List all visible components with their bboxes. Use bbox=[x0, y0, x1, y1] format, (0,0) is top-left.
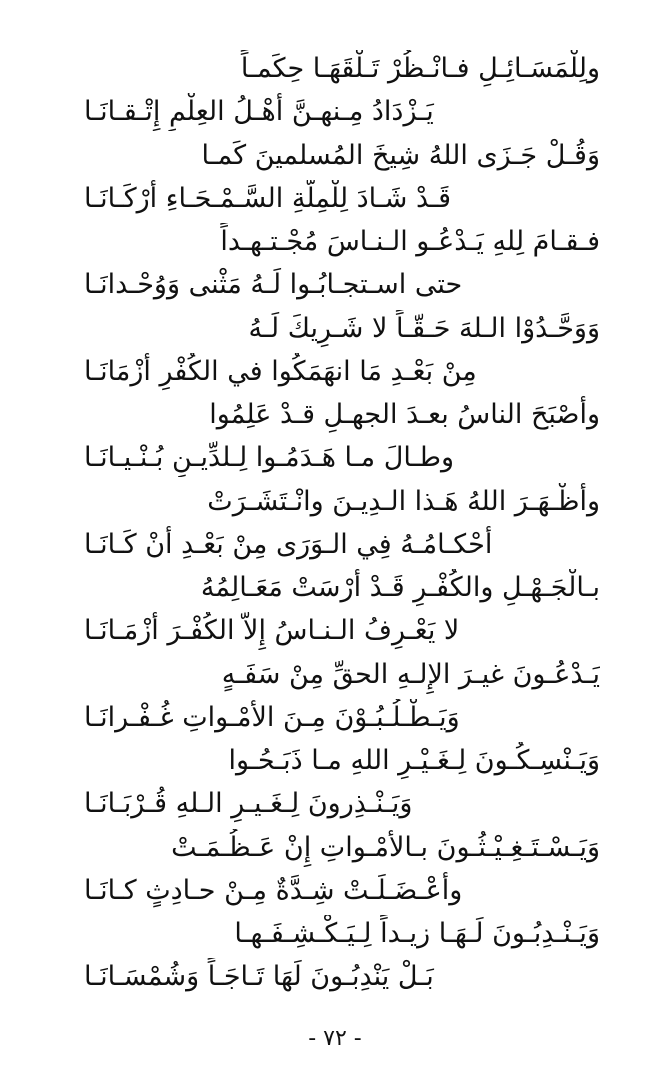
poem bbox=[84, 48, 600, 1000]
verse-first-hemistich: وأَصْبَحَ الناسُ بعـدَ الجهـلِ قـدْ عَلِمُوا bbox=[209, 399, 600, 430]
verse-second-hemistich bbox=[84, 180, 600, 218]
verse-second-text: وطـالَ مـا هَـدَمُـوا لِـلدِّيـنِ بُـنْـيـانَـا bbox=[84, 442, 454, 473]
verse-first-hemistich: وأظْـهَـرَ اللهُ هَـذا الـدِيـنَ وانْـتَشَـرَتْ bbox=[207, 485, 600, 517]
verse-second-text: بَـلْ يَنْدِبُـونَ لَهَا تَـاجَـاً وَشُمْسَـانَـا bbox=[84, 961, 434, 992]
verse bbox=[84, 913, 600, 1000]
verse bbox=[84, 394, 600, 481]
verse-first-hemistich: يَـدْعُـونَ غيـرَ الإِلـهِ الحقِّ مِنْ سَفَـهٍ bbox=[221, 658, 600, 690]
verse bbox=[84, 48, 600, 135]
verse-first-hemistich: وَيَـسْـتَـغِـيْـثُـونَ بـالأَمْـواتِ إِنْ عَـظُـمَـتْ bbox=[171, 831, 600, 863]
page-number: - ٧٢ - bbox=[308, 1026, 362, 1051]
verse-second-hemistich bbox=[84, 266, 600, 304]
verse-second-hemistich bbox=[84, 93, 600, 131]
verse-first-hemistich: وَيَـنْـدِبُـونَ لَـهَـا زيـداً لِـيَـكْـشِـفَـهـا bbox=[234, 918, 600, 949]
verse bbox=[84, 654, 600, 741]
verse-second-text: وَيَـنْـذِرونَ لِـغَـيـرِ الـلهِ قُـرْبَـانَـا bbox=[84, 788, 413, 819]
verse-second-hemistich bbox=[84, 353, 600, 391]
verse-second-hemistich bbox=[84, 958, 600, 996]
verse-first-hemistich: وَيَـنْسِـكُـونَ لِـغَـيْـرِ اللهِ مـا ذَبَـحُـوا bbox=[228, 745, 600, 776]
verse-first-hemistich: وَوَحَّـدُوْا الـلهَ حَـقّـاً لا شَـرِيكَ لَـهُ bbox=[248, 312, 600, 344]
verse-first-hemistich: وَقُـلْ جَـزَى اللهُ شِيخَ المُسلمينَ كَمـا bbox=[201, 139, 600, 171]
verse bbox=[84, 308, 600, 395]
verse-second-text: أَحْكـامُـهُ فِي الـوَرَى مِنْ بَعْـدِ أَنْ كَـانَـا bbox=[84, 528, 493, 560]
verse bbox=[84, 740, 600, 827]
verse-second-text: قَـدْ شَـادَ لِلْمِلَّةِ السَّـمْـحَـاءِ أَرْكَـانَـا bbox=[84, 182, 451, 214]
verse-first-hemistich: ولِلْمَسَـائِـلِ فـانْـظُرْ تَـلْقَهَـا حِكَمـاً bbox=[240, 53, 600, 84]
verse-second-text: لا يَعْـرِفُ الـنـاسُ إِلاَّ الكُفْـرَ أَزْمَـانَـا bbox=[84, 615, 460, 646]
verse-second-text: وَيَـطْـلُـبُـوْنَ مِـنَ الأَمْـواتِ غُـفْـرانَـا bbox=[84, 701, 460, 733]
verse-first-hemistich: بـالْجَـهْـلِ والكُفْـرِ قَـدْ أَرْسَتْ مَعَـالِمُهُ bbox=[200, 572, 600, 603]
verse-second-text: وأَعْـضَـلَـتْ شِـدَّةٌ مِـنْ حـادِثٍ كـانَـا bbox=[84, 874, 463, 906]
verse bbox=[84, 567, 600, 654]
verse bbox=[84, 135, 600, 222]
verse-second-text: مِنْ بَعْـدِ مَا انهَمَكُوا في الكُفْرِ أَزْمَانَـا bbox=[84, 355, 477, 387]
verse-second-hemistich bbox=[84, 612, 600, 650]
verse-second-hemistich bbox=[84, 526, 600, 564]
verse bbox=[84, 481, 600, 568]
verse-second-hemistich bbox=[84, 699, 600, 737]
verse bbox=[84, 827, 600, 914]
verse-second-text: يَـزْدَادُ مِـنهـنَّ أَهْـلُ العِلْمِ إِتْـقـانَـا bbox=[84, 96, 434, 127]
verse-second-hemistich bbox=[84, 785, 600, 823]
verse-second-hemistich bbox=[84, 872, 600, 910]
verse-first-hemistich: فـقـامَ لِلهِ يَـدْعُـو الـنـاسَ مُجْـتـهـداً bbox=[220, 226, 600, 257]
verse bbox=[84, 221, 600, 308]
verse-second-hemistich bbox=[84, 439, 600, 477]
verse-second-text: حتى اسـتجـابُـوا لَـهُ مَثْنى وَوُحْـدانَـا bbox=[84, 269, 463, 300]
